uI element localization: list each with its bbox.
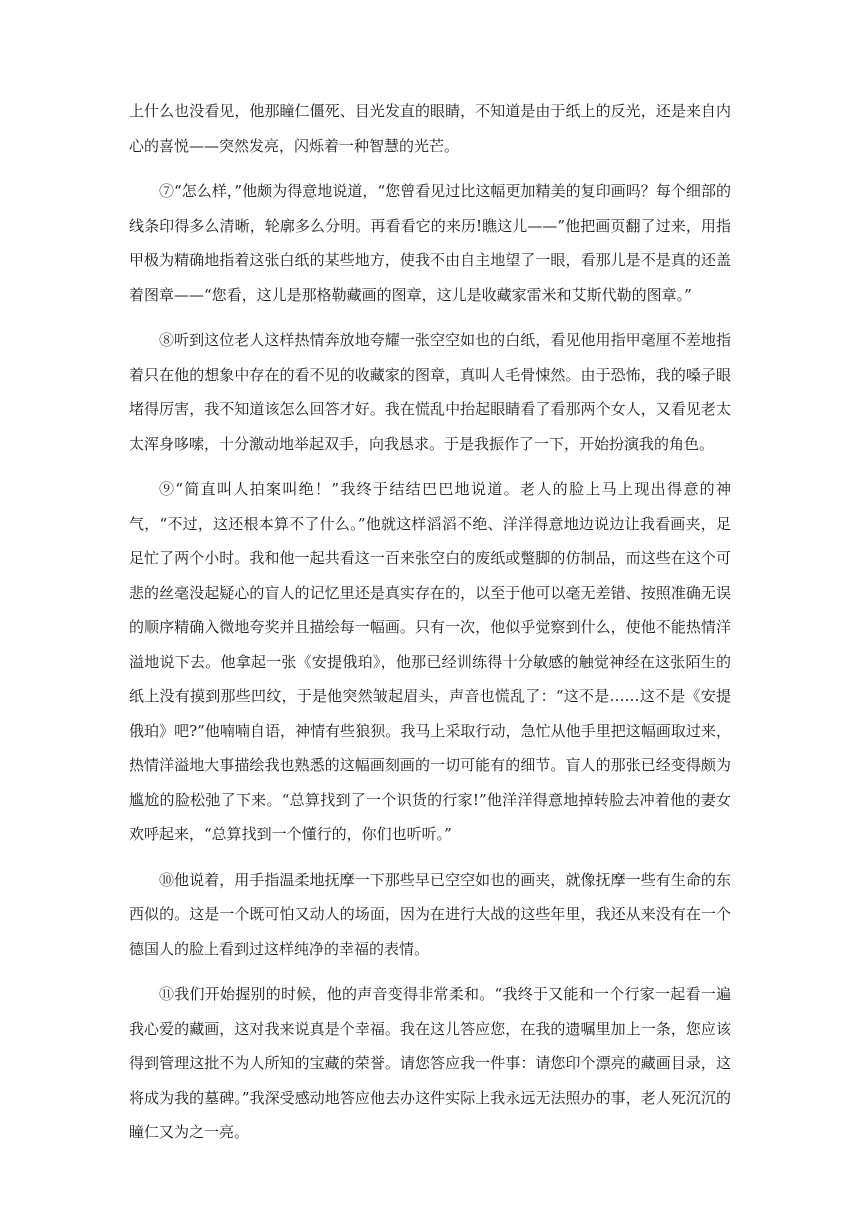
paragraph-9: ⑨“简直叫人拍案叫绝！”我终于结结巴巴地说道。老人的脸上马上现出得意的神气，“不过，这还根本算不了什么。”他就这样滔滔不绝、洋洋得意地边说边让我看画夹，足足忙了两个小时。我和他一起共看这一百来张空白的废纸或蹩脚的仿制品，而这些在这个可悲的丝毫没起疑心的盲人的记忆里还是真实存在的，以至于他可以毫无差错、按照准确无误的顺序精确入微地夸奖并且描绘每一幅画。只有一次，他似乎觉察到什么，使他不能热情洋溢地说下去。他拿起一张《安提俄珀》，他那已经训练得十分敏感的触觉神经在这张陌生的纸上没有摸到那些凹纹，于是他突然皱起眉头，声音也慌乱了：“这不是……这不是《安提俄珀》吧?”他喃喃自语，神情有些狼狈。我马上采取行动，急忙从他手里把这幅画取过来，热情洋溢地大事描绘我也熟悉的这幅画刻画的一切可能有的细节。盲人的那张已经变得颇为尴尬的脸松弛了下来。“总算找到了一个识货的行家!”他洋洋得意地掉转脸去冲着他的妻女欢呼起来，“总算找到一个懂行的，你们也听听。” — [129, 480, 731, 843]
article-body — [129, 94, 731, 1161]
paragraph-7: ⑦“怎么样，”他颇为得意地说道，“您曾看见过比这幅更加精美的复印画吗？每个细部的线条印得多么清晰，轮廓多么分明。再看看它的来历!瞧这儿——”他把画页翻了过来，用指甲极为精确地指着这张白纸的某些地方，使我不由自主地望了一眼，看那儿是不是真的还盖着图章——“您看，这儿是那格勒藏画的图章，这儿是收藏家雷米和艾斯代勒的图章。” — [129, 182, 731, 304]
paragraph-10: ⑩他说着，用手指温柔地抚摩一下那些早已空空如也的画夹，就像抚摩一些有生命的东西似的。这是一个既可怕又动人的场面，因为在进行大战的这些年里，我还从来没有在一个德国人的脸上看到过这样纯净的幸福的表情。 — [129, 870, 731, 958]
paragraph-8: ⑧听到这位老人这样热情奔放地夸耀一张空空如也的白纸，看见他用指甲毫厘不差地指着只在他的想象中存在的看不见的收藏家的图章，真叫人毛骨悚然。由于恐怖，我的嗓子眼堵得厉害，我不知道该怎么回答才好。我在慌乱中抬起眼睛看了看那两个女人，又看见老太太浑身哆嗦，十分激动地举起双手，向我恳求。于是我振作了一下，开始扮演我的角色。 — [129, 331, 731, 453]
paragraph-11: ⑪我们开始握别的时候，他的声音变得非常柔和。“我终于又能和一个行家一起看一遍我心爱的藏画，这对我来说真是个幸福。我在这儿答应您，在我的遗嘱里加上一条，您应该得到管理这批不为人所知的宝藏的荣誉。请您答应我一件事：请您印个漂亮的藏画目录，这将成为我的墓碑。”我深受感动地答应他去办这件实际上我永远无法照办的事，老人死沉沉的瞳仁又为之一亮。 — [129, 985, 731, 1141]
paragraph-6-continued: 上什么也没看见，他那瞳仁僵死、目光发直的眼睛，不知道是由于纸上的反光，还是来自内心的喜悦——突然发亮，闪烁着一种智慧的光芒。 — [129, 102, 731, 155]
